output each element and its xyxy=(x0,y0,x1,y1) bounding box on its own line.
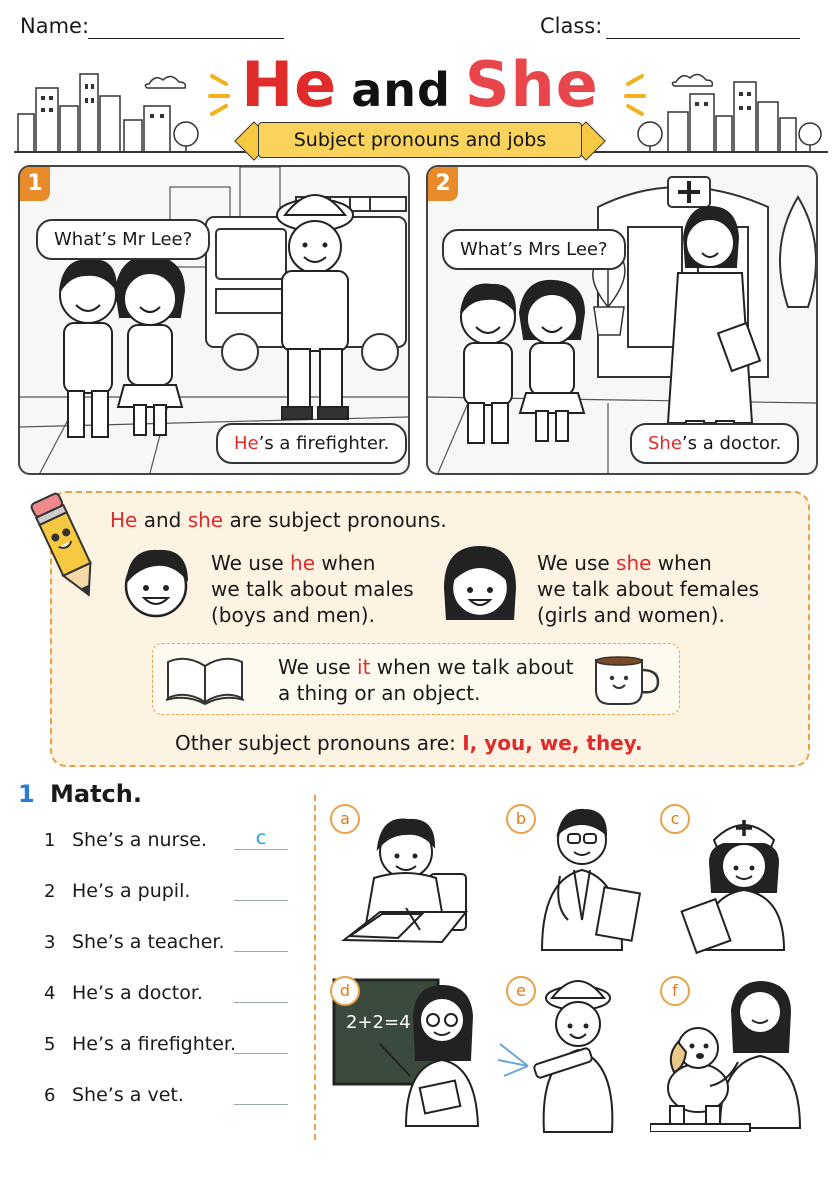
she-rule-l1c: when xyxy=(651,551,712,575)
it-rule-line-2: a thing or an object. xyxy=(278,681,481,705)
it-rule-l1a: We use xyxy=(278,655,358,679)
pencil-mascot-icon xyxy=(28,484,102,604)
cup-icon xyxy=(590,652,666,708)
scene-number: 2 xyxy=(428,167,458,201)
answer-field[interactable] xyxy=(234,980,288,1003)
she-rule-line-2: we talk about females xyxy=(537,577,760,601)
class-field[interactable] xyxy=(606,38,800,39)
answer-pronoun: She xyxy=(648,433,682,454)
title-he: He xyxy=(241,48,338,121)
title-she: She xyxy=(464,48,599,121)
it-rule-pronoun: it xyxy=(357,655,371,679)
item-text: He’s a pupil. xyxy=(72,880,191,902)
she-rule-l1a: We use xyxy=(537,551,617,575)
question-bubble: What’s Mrs Lee? xyxy=(442,229,626,270)
scene-panel-2 xyxy=(426,165,818,475)
item-text: She’s a teacher. xyxy=(72,931,225,953)
picture-letter-c: c xyxy=(660,804,690,834)
item-number: 2 xyxy=(44,881,56,902)
headline-he: He xyxy=(110,508,138,532)
picture-letter-b: b xyxy=(506,804,536,834)
name-field[interactable] xyxy=(88,38,284,39)
name-label: Name: xyxy=(20,14,90,38)
picture-letter-e: e xyxy=(506,976,536,1006)
he-rule-line-1 xyxy=(211,550,414,576)
it-rule-l1c: when we talk about xyxy=(370,655,574,679)
headline-and: and xyxy=(143,508,182,532)
sparkle-left-icon xyxy=(206,70,242,120)
item-text: He’s a doctor. xyxy=(72,982,203,1004)
other-pronouns xyxy=(175,730,643,756)
answer-field[interactable] xyxy=(234,929,288,952)
scene-panel-1 xyxy=(18,165,410,475)
book-icon xyxy=(162,652,248,706)
answer-bubble xyxy=(216,423,407,464)
title-and: and xyxy=(351,63,451,117)
he-rule-pronoun: he xyxy=(290,551,316,575)
she-rule xyxy=(537,550,759,628)
exercise-divider xyxy=(314,795,316,1140)
nurse-icon xyxy=(680,806,810,956)
she-rule-pronoun: she xyxy=(616,551,652,575)
headline-rest: are subject pronouns. xyxy=(229,508,447,532)
pupil-icon xyxy=(330,812,480,962)
answer-field[interactable] xyxy=(234,878,288,901)
boy-face-icon xyxy=(114,544,198,620)
page-title xyxy=(0,48,840,121)
answer-field[interactable] xyxy=(234,1031,288,1054)
subtitle-ribbon: Subject pronouns and jobs xyxy=(258,122,582,158)
she-rule-line-1 xyxy=(537,550,759,576)
item-text: She’s a nurse. xyxy=(72,829,207,851)
it-rule-line-1 xyxy=(278,654,573,680)
he-rule-l1a: We use xyxy=(211,551,291,575)
scene-number: 1 xyxy=(20,167,50,201)
picture-letter-f: f xyxy=(660,976,690,1006)
answer-rest: ’s a firefighter. xyxy=(258,433,390,454)
answer-field[interactable] xyxy=(234,1082,288,1105)
board-text: 2+2=4 xyxy=(346,1012,411,1033)
item-number: 5 xyxy=(44,1034,56,1055)
she-rule-line-3: (girls and women). xyxy=(537,603,725,627)
answer-rest: ’s a doctor. xyxy=(681,433,782,454)
question-bubble: What’s Mr Lee? xyxy=(36,219,210,260)
picture-letter-d: d xyxy=(330,976,360,1006)
answer-bubble xyxy=(630,423,799,464)
it-rule xyxy=(278,654,573,706)
sparkle-right-icon xyxy=(612,70,648,120)
exercise-number: 1 xyxy=(18,780,35,808)
he-rule xyxy=(211,550,414,628)
answer-pronoun: He xyxy=(234,433,259,454)
he-rule-line-2: we talk about males xyxy=(211,577,414,601)
class-label: Class: xyxy=(540,14,603,38)
headline-she: she xyxy=(187,508,224,532)
exercise-title: Match. xyxy=(50,780,142,808)
item-number: 6 xyxy=(44,1085,56,1106)
header-rule-left xyxy=(14,151,254,153)
answer-field[interactable]: c xyxy=(234,827,288,850)
header-rule-right xyxy=(584,151,828,153)
girl-face-icon xyxy=(434,542,524,624)
other-pronouns-list: I, you, we, they. xyxy=(462,731,643,755)
doctor-icon xyxy=(520,806,650,956)
item-text: He’s a firefighter. xyxy=(72,1033,237,1055)
he-rule-line-3: (boys and men). xyxy=(211,603,375,627)
item-number: 3 xyxy=(44,932,56,953)
info-headline xyxy=(110,507,447,533)
item-number: 4 xyxy=(44,983,56,1004)
item-number: 1 xyxy=(44,830,56,851)
other-pronouns-lead: Other subject pronouns are: xyxy=(175,731,456,755)
he-rule-l1c: when xyxy=(315,551,376,575)
item-text: She’s a vet. xyxy=(72,1084,184,1106)
picture-letter-a: a xyxy=(330,804,360,834)
